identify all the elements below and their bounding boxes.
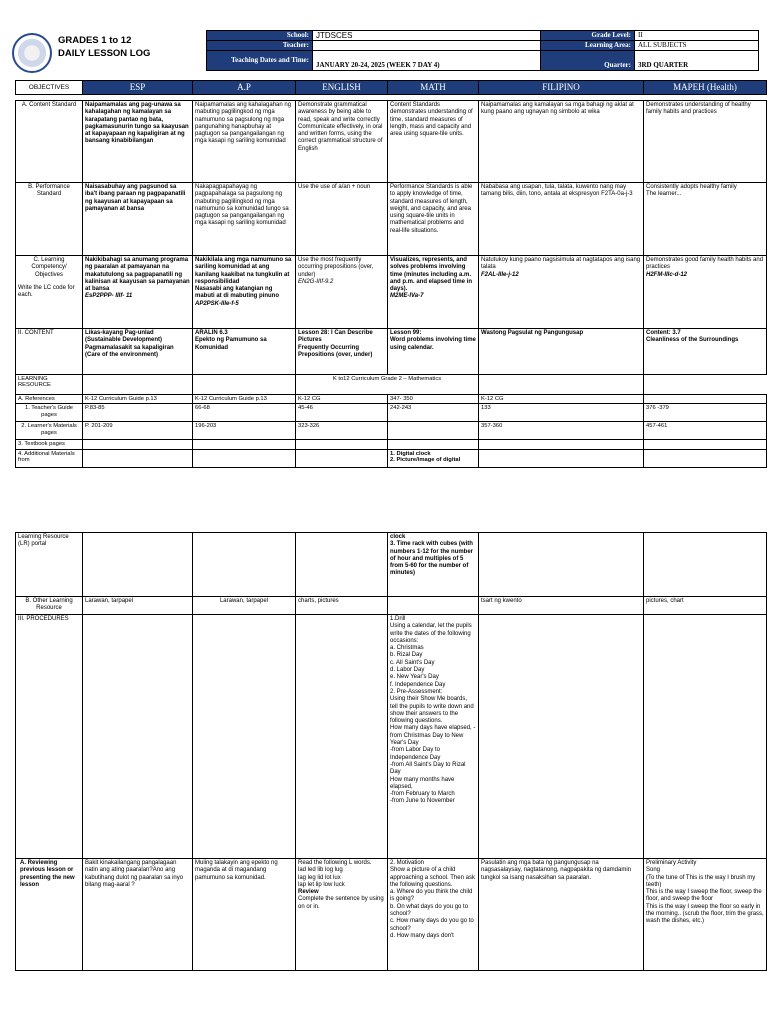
cell-ap[interactable]: 196-203 [193, 422, 296, 440]
cell-math[interactable]: 1.Drill Using a calendar, let the pupils write the dates of the following occasions: a. Christmas b. Rizal Day c. All Saint's Day d. Labor Day e. New Year's Day f. Independence Day 2. Pre-Assessment: Using their Show Me boards, tell the pupils to write down and show their answers to the following questions. How many days have elapsed, -from Christmas Day to New Year's Day -from Labor Day to Independence Day -from All Saint's Day to Rizal Day How many months have elapsed, -from February to March -from June to November [388, 615, 479, 859]
cell-english[interactable] [296, 859, 388, 971]
cell-filipino[interactable]: K-12 CG [479, 395, 644, 404]
cell-filipino[interactable]: Nababasa ang usapan, tula, talata, kuwento nang may tamang bilis, diin, tono, antala at ekspresyon F2TA-0a-j-3 [479, 183, 644, 256]
cell-english[interactable]: Use the use of a/an + noun [296, 183, 388, 256]
cell-mapeh[interactable] [644, 440, 767, 449]
cell-math[interactable]: 242-243 [388, 404, 479, 422]
cell-text: Visualizes, represents, and solves problems involving time (minutes including a.m. and p.m. and elapsed time in days). [390, 257, 473, 293]
col-header-english: ENGLISH [296, 81, 388, 95]
cell-english[interactable] [296, 440, 388, 449]
doc-title [58, 34, 150, 60]
cell-mapeh[interactable]: pictures, chart [644, 597, 767, 615]
cell-math[interactable]: Performance Standards is able to apply knowledge of time, standard measures of length, weight, and capacity, and area using square-tile units in mathematical problems and real-life situations. [388, 183, 479, 256]
row-label: 4. Additional Materials from [16, 449, 83, 467]
row-label: II. CONTENT [16, 329, 83, 375]
cell-math[interactable]: Content Standards demonstrates understanding of time, standard measures of length, mass and capacity and area using square-tile units. [388, 101, 479, 183]
cell-filipino[interactable]: 357-360 [479, 422, 644, 440]
row-label: 2. Learner's Materials pages [16, 422, 83, 440]
cell-mapeh[interactable]: Consistently adopts healthy family The learner... [644, 183, 767, 256]
cell-english[interactable]: charts, pictures [296, 597, 388, 615]
cell-text: Nakikibahagi sa anumang programa ng paaralan at pamayanan na makatutulong sa pagpapanatili ng kalinisan at kaayusan sa pamayanan at bansa [85, 257, 190, 293]
cell-ap[interactable] [193, 449, 296, 467]
english-words: Read the following L words. lad led lib log lug lag leg lid lot lux lap let lip low luck [298, 860, 372, 888]
row-label: 3. Textbook pages [16, 440, 83, 449]
lc-code: M2ME-IVa-7 [390, 293, 424, 300]
cell-ap[interactable] [193, 440, 296, 449]
title-line-2: DAILY LESSON LOG [58, 48, 151, 59]
row-label: III. PROCEDURES [16, 615, 83, 859]
english-review-heading: Review [298, 889, 319, 896]
learning-resource-table [15, 374, 767, 468]
row-label: LEARNING RESOURCE [16, 375, 83, 395]
teaching-dates-value[interactable]: JANUARY 20-24, 2025 (WEEK 7 DAY 4) [313, 51, 541, 71]
cell-mapeh[interactable] [644, 449, 767, 467]
cell-english[interactable] [296, 533, 388, 597]
cell-math[interactable]: Lesson 99: Word problems involving time using calendar. [388, 329, 479, 375]
header-info-table [206, 30, 759, 71]
learning-area-label: Learning Area: [541, 41, 635, 51]
cell-english[interactable]: 45-46 [296, 404, 388, 422]
cell-esp[interactable] [83, 449, 193, 467]
math-curriculum-note: K to12 Curriculum Grade 2 – Mathematics [296, 375, 479, 395]
cell-ap[interactable]: Nakapagpapahayag ng pagpapahalaga sa pagsulong ng mabuting paglilingkod ng mga namumuno sa komunidad tungo sa pagtugon sa pangangailangan ng mga kasapi ng sariling komunidad [193, 183, 296, 256]
row-additional-materials [16, 449, 767, 467]
cell-math[interactable]: clock 3. Time rack with cubes (with numbers 1-12 for the number of hour and multiples of 5 from 5-60 for the number of minutes) [388, 533, 479, 597]
quarter-label: Quarter: [541, 51, 635, 71]
row-content [16, 329, 767, 375]
row-label-text: C. Learning Competency/ Objectives [31, 257, 67, 278]
row-label: A. Reviewing previous lesson or presenting the new lesson [16, 859, 83, 971]
quarter-value[interactable]: 3RD QUARTER [635, 51, 759, 71]
teaching-dates-label: Teaching Dates and Time: [207, 51, 313, 71]
lc-code: AP2PSK-IIIe-f-5 [195, 300, 239, 307]
cell-esp[interactable] [83, 615, 193, 859]
col-header-mapeh: MAPEH (Health) [644, 81, 767, 95]
row-textbook [16, 440, 767, 449]
row-reviewing-lesson [16, 859, 767, 971]
cell-filipino[interactable]: Pasulatin ang mga bata ng pangungusap na nagsasalaysay, nagtatanong, nagpapakita ng damdamin tungkol sa isang nasaksihan sa paaralan. [479, 859, 644, 971]
cell-math[interactable]: 1. Digital clock 2. Picture/image of digital [388, 449, 479, 467]
col-header-math: MATH [388, 81, 479, 95]
row-label: 1. Teacher's Guide pages [16, 404, 83, 422]
row-procedures [16, 615, 767, 859]
cell-ap[interactable]: 66-68 [193, 404, 296, 422]
cell-esp[interactable]: Bakit kinakailangang pangalagaan natin ang ating paaralan?Ano ang kabutihang dulot ng paaralan sa inyo bilang mag-aaral ? [83, 859, 193, 971]
cell-esp[interactable]: P.83-85 [83, 404, 193, 422]
cell-filipino[interactable]: tsart ng kwento [479, 597, 644, 615]
teacher-label: Teacher: [207, 41, 313, 51]
cell-english[interactable] [296, 615, 388, 859]
cell-mapeh[interactable]: Preliminary Activity Song (To the tune of This is the way I brush my teeth) This is the way I sweep the floor, sweep the floor, and sweep the floor This is the way I sweep the floor so early in the morning.. (scrub the floor, trim the grass, wash the dishes, etc.) [644, 859, 767, 971]
row-sublabel: Write the LC code for each. [18, 284, 75, 299]
cell-ap[interactable]: Muling talakayin ang epekto ng maganda at di magandang pamumuno sa komunidad. [193, 859, 296, 971]
cell-filipino[interactable] [479, 615, 644, 859]
grade-level-value[interactable]: II [635, 31, 759, 41]
row-other-learning-resource [16, 597, 767, 615]
cell-english[interactable]: K-12 CG [296, 395, 388, 404]
cell-mapeh[interactable]: Demonstrates understanding of healthy family habits and practices [644, 101, 767, 183]
row-label: Learning Resource (LR) portal [16, 533, 83, 597]
cell-esp[interactable]: Naisasabuhay ang pagsunod sa iba't ibang paraan ng pagpapanatili ng kaayusan at kapayapaan sa pamayanan at bansa [83, 183, 193, 256]
deped-seal-logo [12, 33, 52, 73]
grade-level-label: Grade Level: [541, 31, 635, 41]
cell-math[interactable]: 2. Motivation Show a picture of a child approaching a school. Then ask the following questions. a. Where do you think the child is going? b. On what days do you go to school? c. How many days do you go to school? d. How many days don't [388, 859, 479, 971]
lc-code: EN2G-IIIf-9.2 [298, 278, 334, 285]
english-review-text: Complete the sentence by using on or in. [298, 896, 384, 910]
cell-english[interactable]: Demonstrate grammatical awareness by being able to read, speak and write correctly Communicate effectively, in oral and written forms, using the correct grammatical structure of English [296, 101, 388, 183]
cell-filipino [479, 375, 644, 395]
cell-ap[interactable]: K-12 Curriculum Guide p.13 [193, 395, 296, 404]
cell-esp[interactable]: Naipamamalas ang pag-unawa sa kahalagahan ng kamalayan sa karapatang pantao ng bata, pagkamasunurin tungo sa kaayusan at kapayapaan ng kapaligiran at ng bansang kinabibilangan [83, 101, 193, 183]
cell-math[interactable] [388, 440, 479, 449]
cell-english[interactable] [296, 256, 388, 329]
row-content-standard [16, 101, 767, 183]
cell-text: Use the most frequently occurring prepositions (over, under) [298, 257, 374, 278]
cell-filipino[interactable] [479, 449, 644, 467]
cell-filipino[interactable] [479, 256, 644, 329]
cell-english[interactable]: 323-326 [296, 422, 388, 440]
cell-esp[interactable]: P. 201-209 [83, 422, 193, 440]
row-lr-portal [16, 533, 767, 597]
row-label: A. References [16, 395, 83, 404]
teacher-value[interactable] [313, 41, 541, 51]
cell-math[interactable]: 347- 350 [388, 395, 479, 404]
cell-mapeh[interactable]: 457-461 [644, 422, 767, 440]
cell-esp[interactable]: Larawan, tarpapel [83, 597, 193, 615]
cell-mapeh [644, 375, 767, 395]
row-teachers-guide [16, 404, 767, 422]
cell-english[interactable]: Lesson 28: I Can Describe Pictures Frequently Occurring Prepositions (over, under) [296, 329, 388, 375]
cell-filipino[interactable]: Naipamamalas ang kamalayan sa mga bahagi ng aklat at kung paano ang ugnayan ng simbolo at wika [479, 101, 644, 183]
cell-filipino[interactable] [479, 533, 644, 597]
cell-mapeh[interactable] [644, 533, 767, 597]
cell-mapeh[interactable]: Content: 3.7 Cleanliness of the Surroundings [644, 329, 767, 375]
title-line-1: GRADES 1 to 12 [58, 35, 132, 46]
cell-esp[interactable]: K-12 Curriculum Guide p.13 [83, 395, 193, 404]
cell-mapeh[interactable] [644, 615, 767, 859]
row-label: A. Content Standard [16, 101, 83, 183]
lesson-log-table-page2 [15, 532, 767, 971]
col-header-esp: ESP [83, 81, 193, 95]
row-label: B. Other Learning Resource [16, 597, 83, 615]
cell-filipino[interactable]: 133 [479, 404, 644, 422]
cell-esp[interactable] [83, 440, 193, 449]
row-learners-materials [16, 422, 767, 440]
cell-mapeh[interactable] [644, 256, 767, 329]
cell-esp[interactable] [83, 256, 193, 329]
cell-text: Natutukoy kung paano nagsisimula at nagtatapos ang isang talata [481, 257, 641, 271]
cell-ap[interactable] [193, 256, 296, 329]
cell-filipino[interactable] [479, 440, 644, 449]
cell-esp[interactable]: Likas-kayang Pag-unlad (Sustainable Development) Pagmamalasakit sa kapaligiran (Care of the environment) [83, 329, 193, 375]
row-label: B. Performance Standard [16, 183, 83, 256]
lc-code: F2AL-IIIe-j-12 [481, 271, 519, 278]
cell-text: Nakikilala ang mga namumuno sa sariling komunidad at ang kanilang kaakibat na tungkulin at responsibilidad Nasasabi ang katangian ng mabuti at di mabuting pinuno [195, 257, 292, 300]
cell-ap[interactable]: Larawan, tarpapel [193, 597, 296, 615]
school-value[interactable]: JTDSCES [313, 31, 541, 41]
row-references [16, 395, 767, 404]
row-label [16, 256, 83, 329]
cell-esp[interactable] [83, 533, 193, 597]
cell-english[interactable] [296, 449, 388, 467]
cell-esp [83, 375, 193, 395]
cell-ap[interactable] [193, 615, 296, 859]
col-header-ap: A.P [193, 81, 296, 95]
cell-text: Demonstrates good family health habits and practices [646, 257, 764, 271]
cell-mapeh[interactable] [644, 395, 767, 404]
school-label: School: [207, 31, 313, 41]
cell-ap [193, 375, 296, 395]
row-performance-standard [16, 183, 767, 256]
row-learning-resource [16, 375, 767, 395]
col-header-objectives: OBJECTIVES [16, 81, 83, 95]
col-header-filipino: FILIPINO [479, 81, 644, 95]
cell-math[interactable] [388, 597, 479, 615]
cell-ap[interactable]: Naipamamalas ang kahalagahan ng mabuting paglilingkod ng mga namumuno sa pagsulong ng mga pangunahing hanapbuhay at pagtugon sa pangangailangan ng mga kasapi ng sariling komunidad [193, 101, 296, 183]
cell-filipino[interactable]: Wastong Pagsulat ng Pangungusap [479, 329, 644, 375]
cell-ap[interactable]: ARALIN 6.3 Epekto ng Pamumuno sa Komunidad [193, 329, 296, 375]
cell-mapeh[interactable]: 376 -379 [644, 404, 767, 422]
cell-ap[interactable] [193, 533, 296, 597]
lesson-log-table-page1 [15, 80, 767, 375]
learning-area-value[interactable]: ALL SUBJECTS [635, 41, 759, 51]
lc-code: H2FM-IIIc-d-12 [646, 271, 688, 278]
row-learning-competency [16, 256, 767, 329]
lc-code: EsP2PPP- IIIf- 11 [85, 293, 133, 300]
cell-math[interactable] [388, 256, 479, 329]
cell-math[interactable] [388, 422, 479, 440]
